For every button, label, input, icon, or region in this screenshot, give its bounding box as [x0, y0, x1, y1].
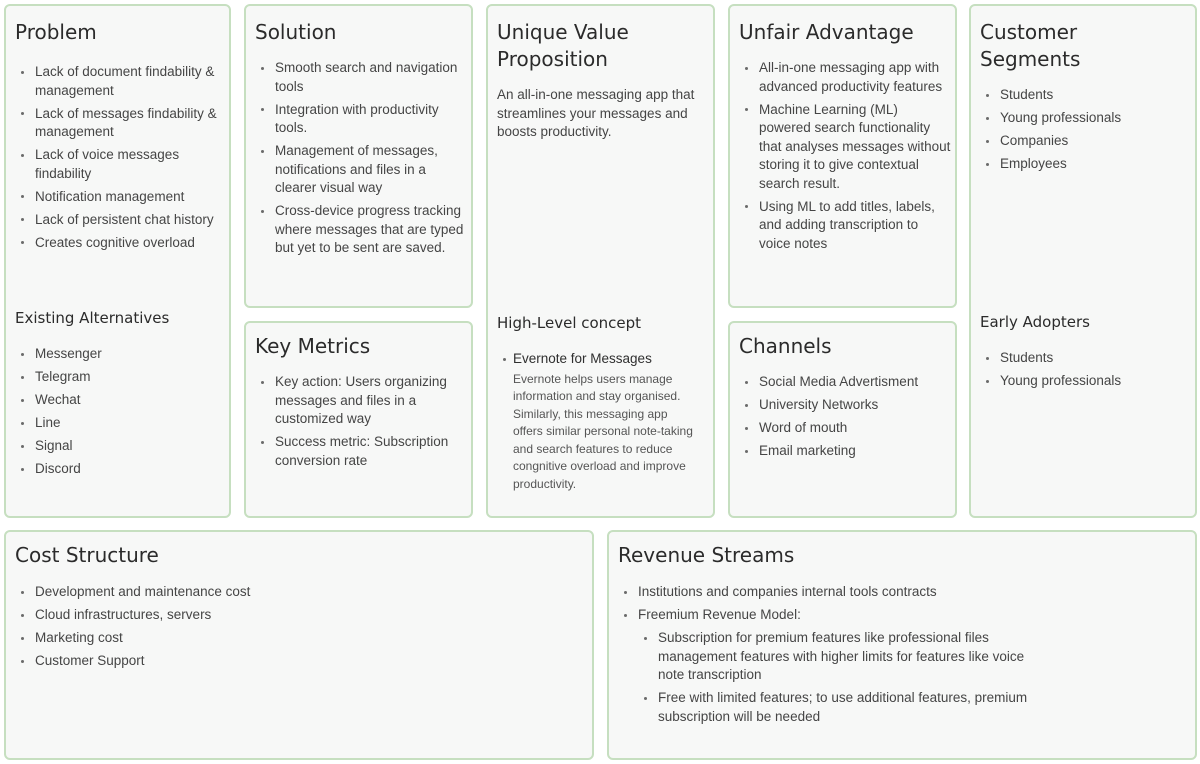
- high-level-concept-title: High-Level concept: [497, 314, 642, 332]
- problem-card: [4, 4, 231, 518]
- list-item: Institutions and companies internal tools contracts: [618, 583, 1178, 602]
- list-item: Young professionals: [980, 372, 1190, 391]
- list-item: Success metric: Subscription conversion rate: [255, 433, 467, 470]
- list-item: Lack of persistent chat history: [15, 211, 225, 230]
- list-item: Key action: Users organizing messages and files in a customized way: [255, 373, 467, 429]
- key-metrics-list: [255, 373, 467, 475]
- key-metrics-card: [244, 321, 473, 518]
- channels-title: Channels: [739, 334, 832, 358]
- list-item: Signal: [15, 437, 225, 456]
- list-item: Students: [980, 86, 1190, 105]
- list-item: Email marketing: [739, 442, 951, 461]
- alternatives-list: [15, 345, 225, 483]
- unfair-advantage-list: [739, 59, 951, 258]
- list-item: University Networks: [739, 396, 951, 415]
- solution-title: Solution: [255, 20, 337, 44]
- list-item: Employees: [980, 155, 1190, 174]
- customer-segments-list: [980, 86, 1190, 178]
- revenue-sub-list: [638, 629, 1028, 731]
- list-item: Young professionals: [980, 109, 1190, 128]
- uvp-title: Unique Value Proposition: [497, 20, 629, 71]
- unfair-advantage-title: Unfair Advantage: [739, 20, 914, 44]
- list-item: All-in-one messaging app with advanced productivity features: [739, 59, 951, 96]
- existing-alternatives-title: Existing Alternatives: [15, 309, 170, 327]
- list-item: Integration with productivity tools.: [255, 101, 467, 138]
- list-item: Line: [15, 414, 225, 433]
- list-item: Smooth search and navigation tools: [255, 59, 467, 96]
- early-adopters-list: [980, 349, 1190, 395]
- list-item: Cross-device progress tracking where messages that are typed but yet to be sent are saved.: [255, 202, 467, 258]
- revenue-streams-list: [618, 583, 1178, 629]
- list-item: Lack of voice messages findability: [15, 146, 225, 183]
- customer-segments-card: [969, 4, 1197, 518]
- list-item: Wechat: [15, 391, 225, 410]
- concept-list: [497, 350, 697, 498]
- list-item: Lack of document findability & management: [15, 63, 225, 100]
- list-item: Using ML to add titles, labels, and adding transcription to voice notes: [739, 198, 951, 254]
- cost-structure-list: [15, 583, 575, 675]
- concept-name: Evernote for Messages: [513, 351, 652, 366]
- concept-description: Evernote helps users manage information and stay organised. Similarly, this messaging app offers similar personal note-taking and search features to reduce congnitive overload and improve productivity.: [513, 371, 693, 491]
- cost-structure-card: [4, 530, 594, 760]
- solution-list: [255, 59, 467, 262]
- key-metrics-title: Key Metrics: [255, 334, 371, 358]
- list-item: Social Media Advertisment: [739, 373, 951, 392]
- concept-item: [497, 350, 697, 493]
- unfair-advantage-card: [728, 4, 957, 308]
- list-item: Word of mouth: [739, 419, 951, 438]
- list-item: Cloud infrastructures, servers: [15, 606, 575, 625]
- revenue-streams-title: Revenue Streams: [618, 543, 795, 567]
- list-item: Discord: [15, 460, 225, 479]
- solution-card: [244, 4, 473, 308]
- list-item: Freemium Revenue Model:: [618, 606, 1178, 625]
- problem-list: [15, 63, 225, 257]
- list-item: Companies: [980, 132, 1190, 151]
- customer-segments-title: Customer Segments: [980, 20, 1081, 71]
- problem-title: Problem: [15, 20, 97, 44]
- list-item: Creates cognitive overload: [15, 234, 225, 253]
- channels-list: [739, 373, 951, 465]
- list-item: Students: [980, 349, 1190, 368]
- list-item: Lack of messages findability & management: [15, 105, 225, 142]
- uvp-text: An all-in-one messaging app that streamlines your messages and boosts productivity.: [497, 87, 695, 139]
- list-item: Development and maintenance cost: [15, 583, 575, 602]
- list-item: Marketing cost: [15, 629, 575, 648]
- uvp-card: [486, 4, 715, 518]
- channels-card: [728, 321, 957, 518]
- list-item: Machine Learning (ML) powered search functionality that analyses messages without storing it to give contextual search result.: [739, 101, 951, 194]
- list-item: Customer Support: [15, 652, 575, 671]
- list-item: Telegram: [15, 368, 225, 387]
- list-item: Messenger: [15, 345, 225, 364]
- list-item: Subscription for premium features like professional files management features with higher limits for features like voice note transcription: [638, 629, 1028, 685]
- list-item: Management of messages, notifications and files in a clearer visual way: [255, 142, 467, 198]
- list-item: Free with limited features; to use additional features, premium subscription will be needed: [638, 689, 1028, 726]
- list-item: Notification management: [15, 188, 225, 207]
- early-adopters-title: Early Adopters: [980, 313, 1090, 331]
- revenue-streams-card: [607, 530, 1197, 760]
- cost-structure-title: Cost Structure: [15, 543, 159, 567]
